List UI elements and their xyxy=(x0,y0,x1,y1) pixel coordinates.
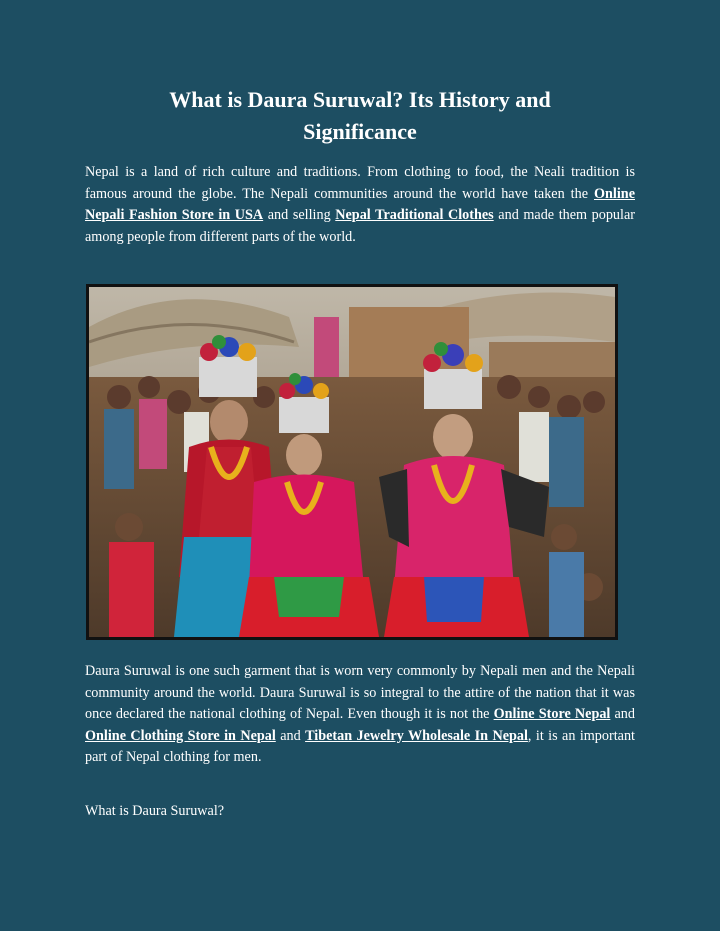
link-online-clothing-store[interactable]: Online Clothing Store in Nepal xyxy=(85,727,276,744)
body-text-1: Daura Suruwal is one such garment that is worn very commonly by Nepali men and the Nepali community around the world. Daura Suruwal is so integral to the attire of the nation that it was once declared the national clothing of Nepal. Even though it is not the xyxy=(85,663,635,722)
daura-suruwal-paragraph xyxy=(85,661,635,769)
section-heading: What is Daura Suruwal? xyxy=(85,803,225,819)
link-online-store-nepal[interactable]: Online Store Nepal xyxy=(493,706,611,722)
link-tibetan-jewelry-wholesale[interactable]: Tibetan Jewelry Wholesale In Nepal xyxy=(305,727,528,744)
title-line-1: What is Daura Suruwal? Its History and xyxy=(169,87,551,112)
body-text-3: and xyxy=(275,727,306,744)
link-nepal-traditional-clothes[interactable]: Nepal Traditional Clothes xyxy=(335,207,494,223)
body-text-4: , it is an important part of Nepal clothing for men. xyxy=(85,727,635,765)
intro-text-3: and made them popular among people from different parts of the world. xyxy=(85,207,635,245)
intro-text-1: Nepal is a land of rich culture and traditions. From clothing to food, the Neali tradition is famous around the globe. The Nepali communities around the world have taken the xyxy=(85,164,635,202)
title-line-2: Significance xyxy=(303,119,417,144)
article-title xyxy=(60,84,660,148)
photo-illustration xyxy=(89,287,615,637)
body-text-2: and xyxy=(610,706,635,722)
link-online-nepali-fashion-store[interactable]: Online Nepali Fashion Store in USA xyxy=(85,185,635,223)
intro-paragraph xyxy=(85,162,635,248)
dancers-photo xyxy=(86,284,618,640)
intro-text-2: and selling xyxy=(263,207,336,223)
